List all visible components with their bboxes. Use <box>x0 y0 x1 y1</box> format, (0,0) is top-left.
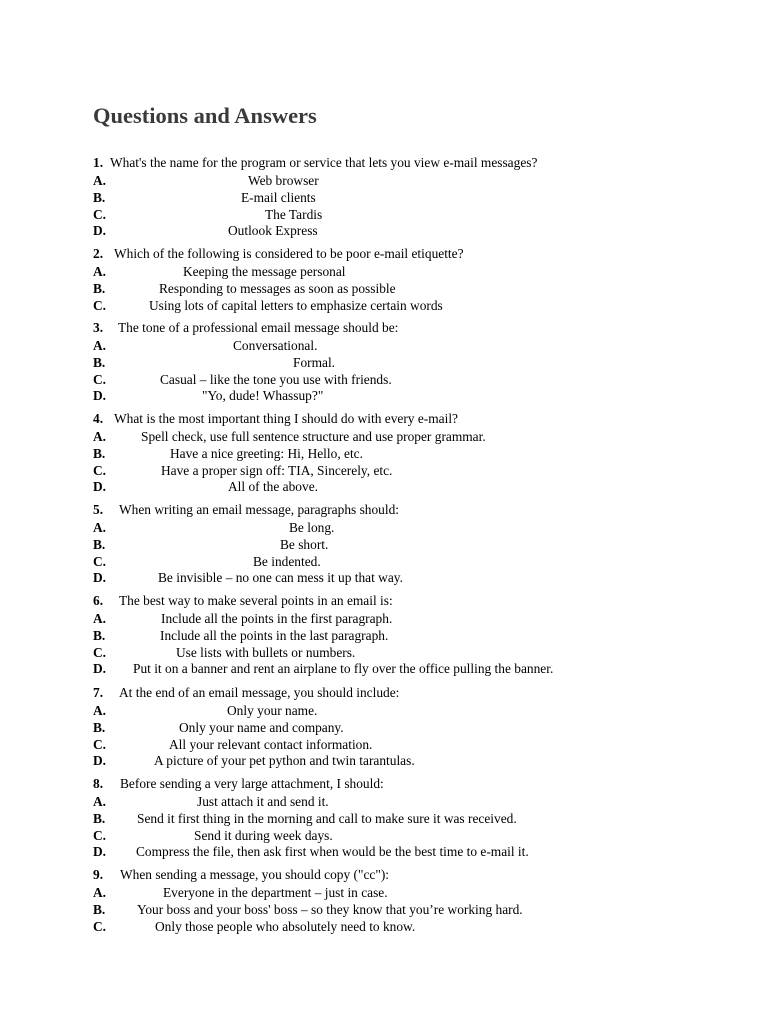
option-c <box>93 554 653 571</box>
option-text: Just attach it and send it. <box>197 794 329 809</box>
option-text: Send it during week days. <box>194 827 333 843</box>
question-number: 4. <box>93 411 104 426</box>
option-letter: C. <box>93 827 107 843</box>
question-text: When writing an email message, paragraphs should: <box>119 502 400 517</box>
option-c <box>93 828 653 845</box>
option-letter: C. <box>93 918 107 934</box>
option-a <box>93 429 653 446</box>
option-text: All of the above. <box>228 479 318 495</box>
option-letter: B. <box>93 901 106 917</box>
option-text: Only those people who absolutely need to know. <box>155 918 416 934</box>
option-text: Outlook Express <box>228 223 318 239</box>
option-a <box>93 885 653 902</box>
option-letter: C. <box>93 462 107 478</box>
question-4 <box>93 411 653 496</box>
option-letter: D. <box>93 844 107 860</box>
option-letter: B. <box>93 280 106 296</box>
option-letter: A. <box>93 885 107 900</box>
question-text: What is the most important thing I should do with every e-mail? <box>114 411 458 426</box>
option-b <box>93 190 653 207</box>
option-letter: D. <box>93 223 107 239</box>
option-text: Be indented. <box>253 553 321 569</box>
option-text: Keeping the message personal <box>183 264 346 279</box>
option-b <box>93 281 653 298</box>
option-letter: A. <box>93 429 107 444</box>
option-letter: D. <box>93 661 107 677</box>
question-3 <box>93 320 653 405</box>
option-letter: B. <box>93 536 106 552</box>
option-text: E-mail clients <box>241 189 316 205</box>
option-c <box>93 919 653 936</box>
question-8 <box>93 776 653 861</box>
question-text: What's the name for the program or service that lets you view e-mail messages? <box>110 155 538 170</box>
option-text: Be short. <box>280 536 329 552</box>
option-text: Web browser <box>248 173 319 188</box>
option-letter: B. <box>93 189 106 205</box>
option-letter: B. <box>93 354 106 370</box>
option-text: Include all the points in the last paragraph. <box>160 627 389 643</box>
option-d <box>93 223 653 240</box>
option-letter: B. <box>93 445 106 461</box>
option-b <box>93 811 653 828</box>
option-c <box>93 737 653 754</box>
option-text: Casual – like the tone you use with friends. <box>160 371 392 387</box>
option-letter: C. <box>93 736 107 752</box>
option-b <box>93 537 653 554</box>
option-letter: D. <box>93 753 107 769</box>
option-a <box>93 264 653 281</box>
option-text: All your relevant contact information. <box>169 736 373 752</box>
question-number: 9. <box>93 867 104 882</box>
option-letter: D. <box>93 388 107 404</box>
option-letter: C. <box>93 644 107 660</box>
question-number: 8. <box>93 776 104 791</box>
question-text: When sending a message, you should copy ("cc"): <box>120 867 390 882</box>
option-text: Your boss and your boss' boss – so they know that you’re working hard. <box>137 901 523 917</box>
option-text: Be invisible – no one can mess it up that way. <box>158 570 403 586</box>
option-d <box>93 388 653 405</box>
option-text: Have a proper sign off: TIA, Sincerely, etc. <box>161 462 393 478</box>
option-text: A picture of your pet python and twin tarantulas. <box>154 753 415 769</box>
option-a <box>93 338 653 355</box>
option-letter: D. <box>93 479 107 495</box>
option-c <box>93 298 653 315</box>
question-number: 1. <box>93 155 104 170</box>
question-number: 6. <box>93 593 104 608</box>
option-b <box>93 446 653 463</box>
option-b <box>93 902 653 919</box>
option-a <box>93 611 653 628</box>
option-d <box>93 479 653 496</box>
question-7 <box>93 685 653 770</box>
option-c <box>93 372 653 389</box>
option-letter: C. <box>93 206 107 222</box>
option-letter: A. <box>93 520 107 535</box>
option-text: Formal. <box>293 354 336 370</box>
option-a <box>93 794 653 811</box>
option-letter: C. <box>93 297 107 313</box>
option-d <box>93 570 653 587</box>
option-a <box>93 173 653 190</box>
option-letter: A. <box>93 611 107 626</box>
option-text: Include all the points in the first paragraph. <box>161 611 393 626</box>
option-letter: D. <box>93 570 107 586</box>
option-text: Spell check, use full sentence structure and use proper grammar. <box>141 429 486 444</box>
question-text: Which of the following is considered to be poor e-mail etiquette? <box>114 246 464 261</box>
option-letter: A. <box>93 173 107 188</box>
question-text: At the end of an email message, you should include: <box>119 685 400 700</box>
option-letter: C. <box>93 553 107 569</box>
option-text: Have a nice greeting: Hi, Hello, etc. <box>170 445 363 461</box>
question-9 <box>93 867 653 935</box>
question-5 <box>93 502 653 587</box>
option-text: Responding to messages as soon as possible <box>159 280 396 296</box>
option-b <box>93 720 653 737</box>
option-letter: B. <box>93 719 106 735</box>
page-title: Questions and Answers <box>93 103 317 128</box>
option-letter: B. <box>93 810 106 826</box>
option-text: Be long. <box>289 520 335 535</box>
option-c <box>93 645 653 662</box>
option-d <box>93 753 653 770</box>
option-letter: A. <box>93 794 107 809</box>
option-text: Using lots of capital letters to emphasize certain words <box>149 297 443 313</box>
question-number: 7. <box>93 685 104 700</box>
option-letter: A. <box>93 264 107 279</box>
question-6 <box>93 593 653 678</box>
option-text: Send it first thing in the morning and call to make sure it was received. <box>137 810 517 826</box>
option-d <box>93 844 653 861</box>
question-1 <box>93 155 653 240</box>
option-d <box>93 661 653 678</box>
question-number: 2. <box>93 246 104 261</box>
option-b <box>93 355 653 372</box>
option-c <box>93 463 653 480</box>
option-text: Everyone in the department – just in case. <box>163 885 388 900</box>
option-text: The Tardis <box>265 206 323 222</box>
question-text: The best way to make several points in an email is: <box>119 593 393 608</box>
option-text: Use lists with bullets or numbers. <box>176 644 356 660</box>
question-number: 5. <box>93 502 104 517</box>
option-letter: A. <box>93 338 107 353</box>
option-letter: B. <box>93 627 106 643</box>
option-text: Only your name. <box>227 703 318 718</box>
question-text: Before sending a very large attachment, I should: <box>120 776 384 791</box>
option-letter: A. <box>93 703 107 718</box>
option-text: Conversational. <box>233 338 318 353</box>
option-text: "Yo, dude! Whassup?" <box>202 388 324 404</box>
option-a <box>93 520 653 537</box>
option-letter: C. <box>93 371 107 387</box>
option-b <box>93 628 653 645</box>
option-text: Put it on a banner and rent an airplane to fly over the office pulling the banner. <box>133 661 554 677</box>
option-text: Compress the file, then ask first when would be the best time to e-mail it. <box>136 844 529 860</box>
option-a <box>93 703 653 720</box>
question-number: 3. <box>93 320 104 335</box>
option-text: Only your name and company. <box>179 719 344 735</box>
question-text: The tone of a professional email message should be: <box>118 320 399 335</box>
option-c <box>93 207 653 224</box>
question-2 <box>93 246 653 314</box>
